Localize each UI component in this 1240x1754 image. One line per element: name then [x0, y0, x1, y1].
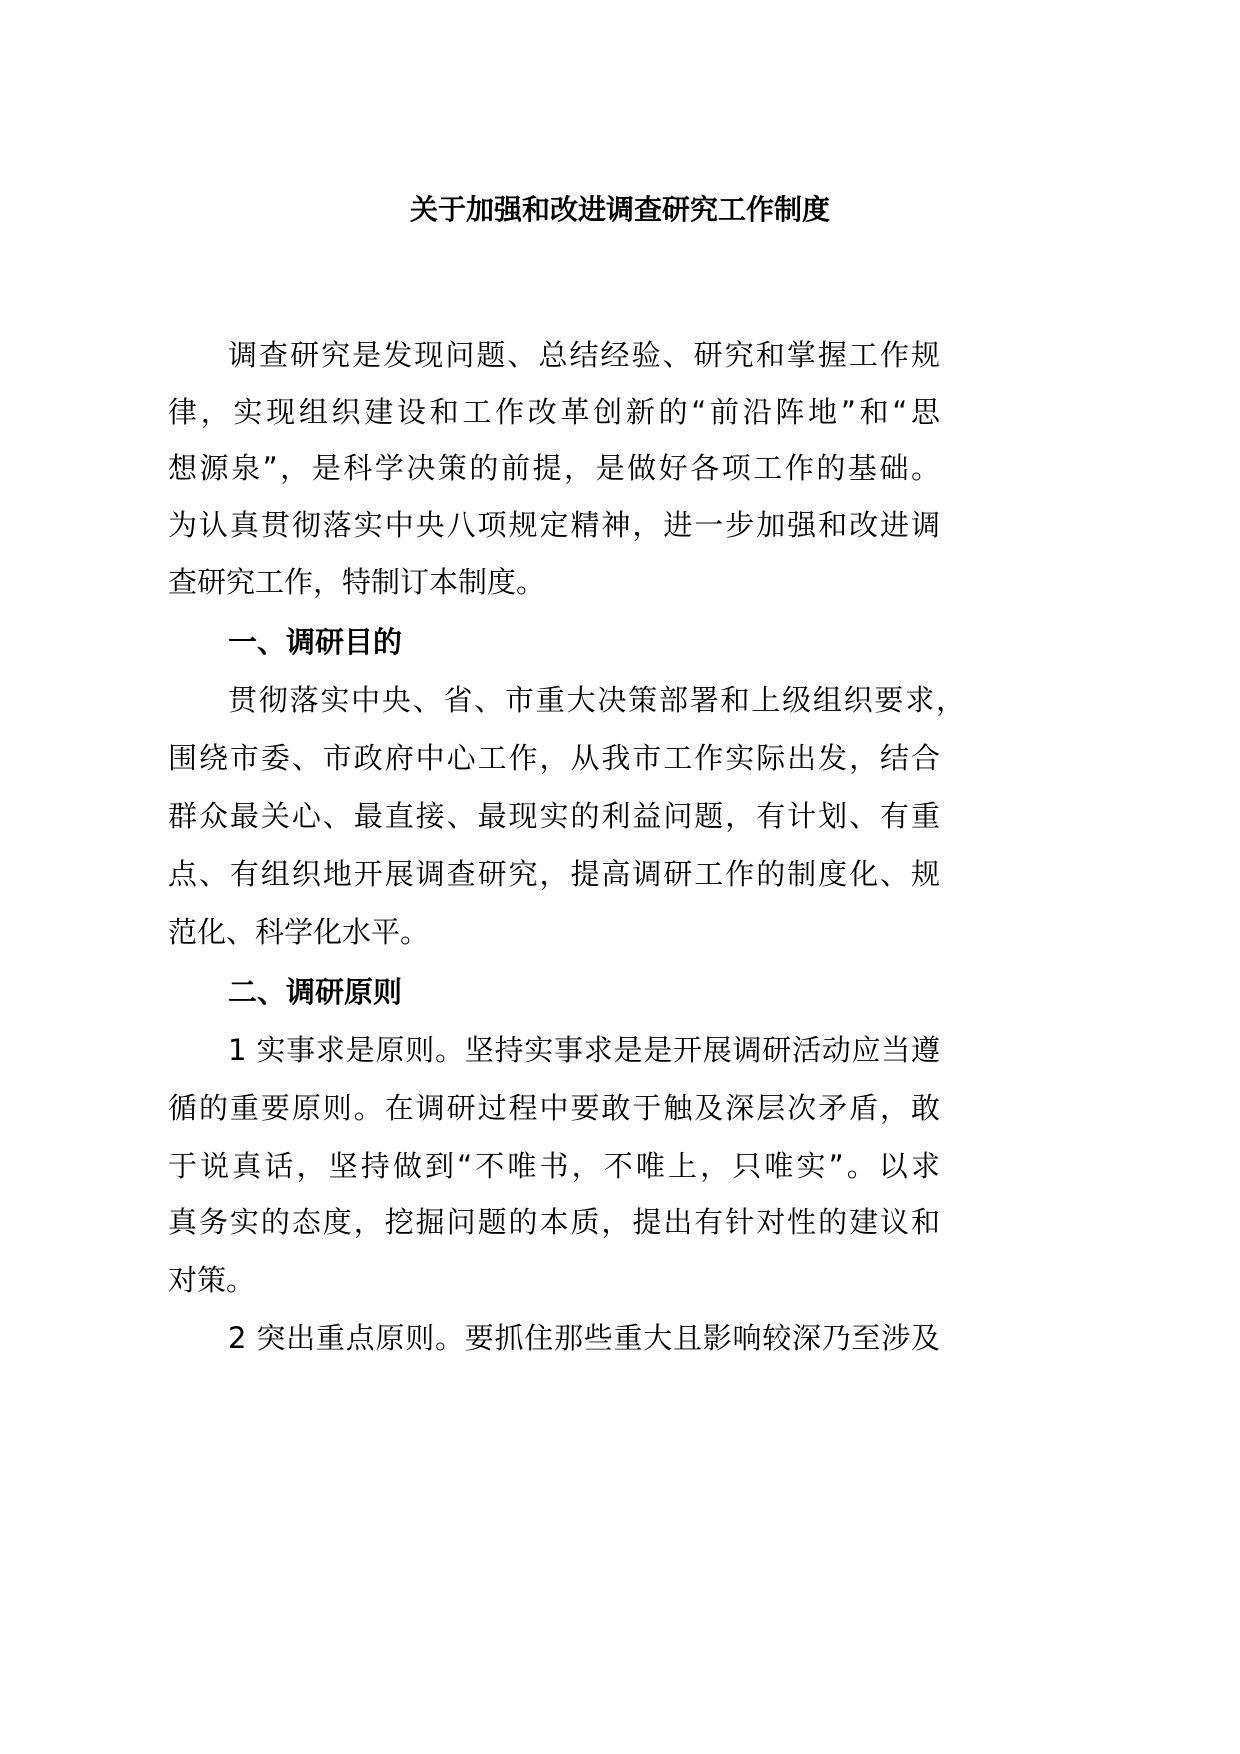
document-title: 关于加强和改进调查研究工作制度 — [409, 193, 830, 226]
paragraph-line: 循的重要原则。在调研过程中要敢于触及深层次矛盾，敢 — [168, 1091, 940, 1125]
paragraph-line: 群众最关心、最直接、最现实的利益问题，有计划、有重 — [168, 799, 940, 833]
paragraph-line: 于说真话，坚持做到“不唯书，不唯上，只唯实”。以求 — [168, 1149, 940, 1183]
paragraph-line: 范化、科学化水平。 — [168, 915, 430, 949]
paragraph-line: 贯彻落实中央、省、市重大决策部署和上级组织要求， — [228, 683, 965, 717]
section-heading: 一、调研目的 — [228, 625, 403, 659]
paragraph-line: 为认真贯彻落实中央八项规定精神，进一步加强和改进调 — [168, 508, 940, 542]
paragraph-line: 调查研究是发现问题、总结经验、研究和掌握工作规 — [228, 338, 940, 372]
section-heading: 二、调研原则 — [228, 975, 403, 1009]
paragraph-line: 1 实事求是原则。坚持实事求是是开展调研活动应当遵 — [228, 1033, 940, 1067]
paragraph-line: 想源泉”，是科学决策的前提，是做好各项工作的基础。 — [168, 451, 940, 485]
paragraph-line: 点、有组织地开展调查研究，提高调研工作的制度化、规 — [168, 857, 940, 891]
paragraph-line: 围绕市委、市政府中心工作，从我市工作实际出发，结合 — [168, 741, 940, 775]
paragraph-line: 律，实现组织建设和工作改革创新的“前沿阵地”和“思 — [168, 395, 940, 429]
paragraph-line: 2 突出重点原则。要抓住那些重大且影响较深乃至涉及 — [228, 1321, 940, 1355]
paragraph-line: 真务实的态度，挖掘问题的本质，提出有针对性的建议和 — [168, 1205, 940, 1239]
paragraph-line: 查研究工作，特制订本制度。 — [168, 565, 546, 599]
paragraph-line: 对策。 — [168, 1263, 256, 1297]
